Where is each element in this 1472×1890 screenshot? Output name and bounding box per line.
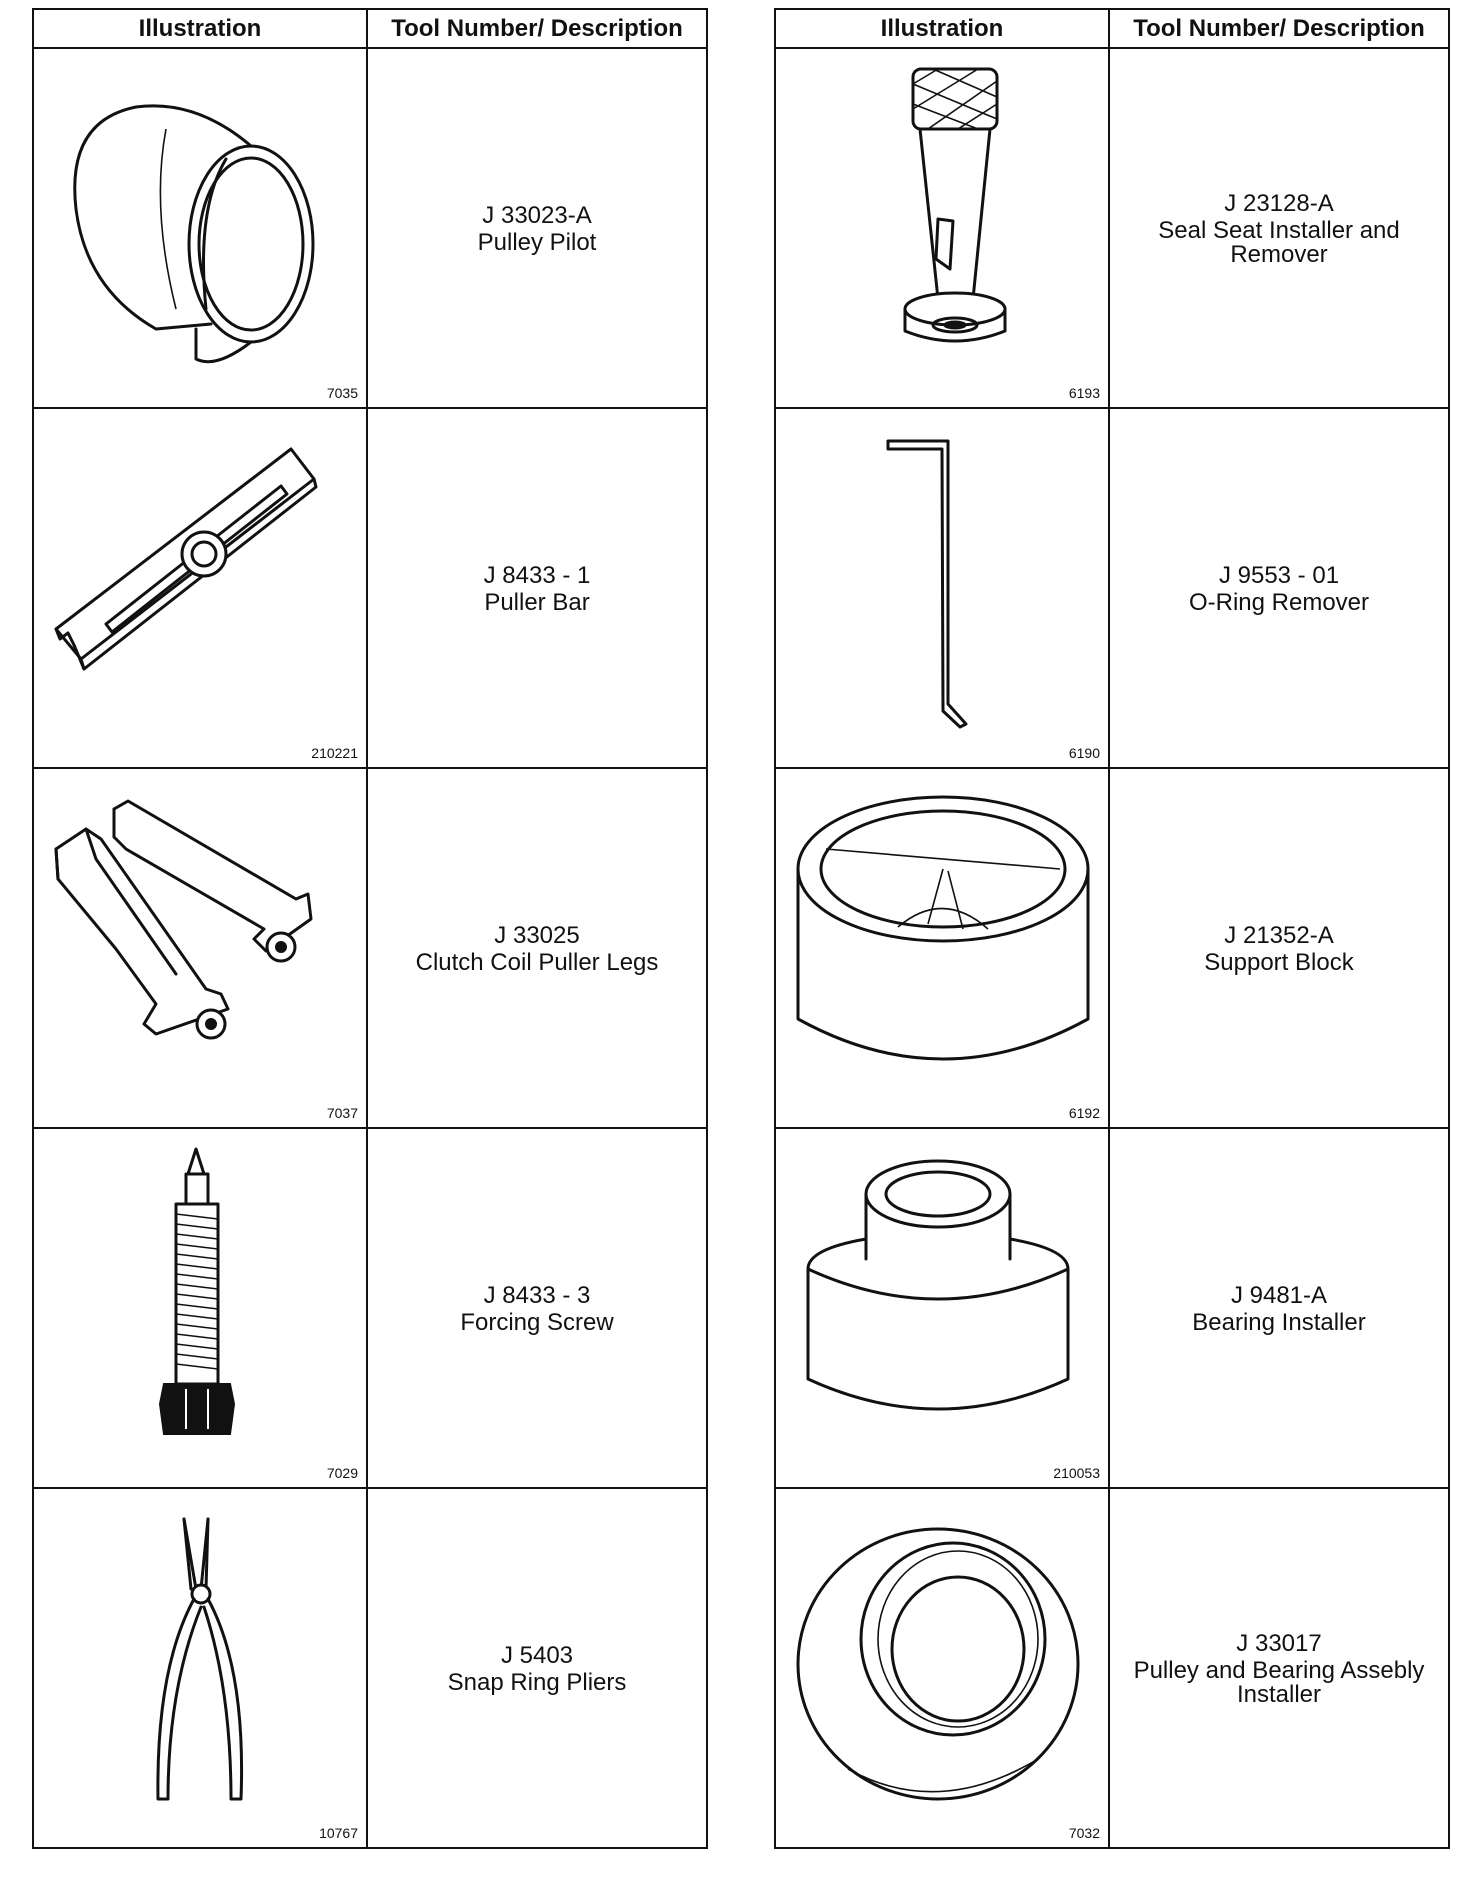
snap-ring-pliers-icon [46,1499,356,1829]
tool-number: J 21352-A [1224,922,1334,949]
header-illustration: Illustration [33,9,367,48]
tool-name: Puller Bar [484,589,590,616]
table-row [775,768,1449,1128]
o-ring-remover-icon [788,419,1098,749]
table-row [33,408,707,768]
tool-name: Seal Seat Installer and Remover [1158,217,1400,268]
figure-number: 6190 [1068,745,1100,761]
illustration-cell [33,48,367,408]
table-row [775,1488,1449,1848]
illustration-cell [775,1128,1109,1488]
tools-table-left [32,8,708,1849]
figure-number: 10767 [319,1825,358,1841]
illustration-cell [775,1488,1109,1848]
bearing-installer-icon [788,1139,1098,1469]
illustration-cell [775,408,1109,768]
seal-seat-installer-icon [788,59,1098,389]
table-header [775,9,1449,48]
tool-name: Bearing Installer [1192,1309,1366,1336]
figure-number: 6192 [1068,1105,1100,1121]
illustration-cell [775,48,1109,408]
table-row [33,1488,707,1848]
tool-description [367,408,707,768]
figure-number: 210221 [311,745,358,761]
tool-name: Snap Ring Pliers [447,1669,627,1696]
tool-number: J 9553 - 01 [1218,562,1340,589]
table-row [775,408,1449,768]
tool-description [367,1128,707,1488]
tool-description [367,1488,707,1848]
illustration-cell [33,1488,367,1848]
table-row [775,1128,1449,1488]
table-row [33,1128,707,1488]
tool-name: Pulley and Bearing Assebly Installer [1133,1657,1425,1708]
tool-description [1109,408,1449,768]
tool-number: J 33025 [494,922,580,949]
tool-description [1109,768,1449,1128]
tool-number: J 23128-A [1224,190,1334,217]
pulley-bearing-installer-icon [788,1499,1098,1829]
tool-description [1109,48,1449,408]
puller-bar-icon [46,419,356,749]
tool-name: Support Block [1204,949,1354,976]
tool-number: J 8433 - 1 [483,562,591,589]
tool-description [1109,1128,1449,1488]
illustration-cell [33,768,367,1128]
table-row [775,48,1449,408]
figure-number: 7035 [326,385,358,401]
table-header [33,9,707,48]
illustration-cell [775,768,1109,1128]
figure-number: 7037 [326,1105,358,1121]
tool-number: J 33017 [1236,1630,1322,1657]
header-description: Tool Number/ Description [1109,9,1449,48]
tool-name: O-Ring Remover [1188,589,1370,616]
forcing-screw-icon [46,1139,356,1469]
support-block-icon [788,779,1098,1109]
header-illustration: Illustration [775,9,1109,48]
tool-number: J 5403 [500,1642,574,1669]
tool-number: J 8433 - 3 [483,1282,591,1309]
figure-number: 210053 [1053,1465,1100,1481]
tool-name: Clutch Coil Puller Legs [415,949,659,976]
table-row [33,768,707,1128]
tool-name: Forcing Screw [460,1309,614,1336]
tool-number: J 9481-A [1230,1282,1328,1309]
header-description: Tool Number/ Description [367,9,707,48]
tool-description [1109,1488,1449,1848]
figure-number: 7029 [326,1465,358,1481]
puller-legs-icon [46,779,356,1109]
tool-number: J 33023-A [482,202,592,229]
tool-name: Pulley Pilot [477,229,597,256]
figure-number: 6193 [1068,385,1100,401]
figure-number: 7032 [1068,1825,1100,1841]
tool-description [367,48,707,408]
illustration-cell [33,408,367,768]
illustration-cell [33,1128,367,1488]
table-row [33,48,707,408]
tool-description [367,768,707,1128]
pulley-pilot-icon [46,59,356,389]
tools-table-right [774,8,1450,1849]
